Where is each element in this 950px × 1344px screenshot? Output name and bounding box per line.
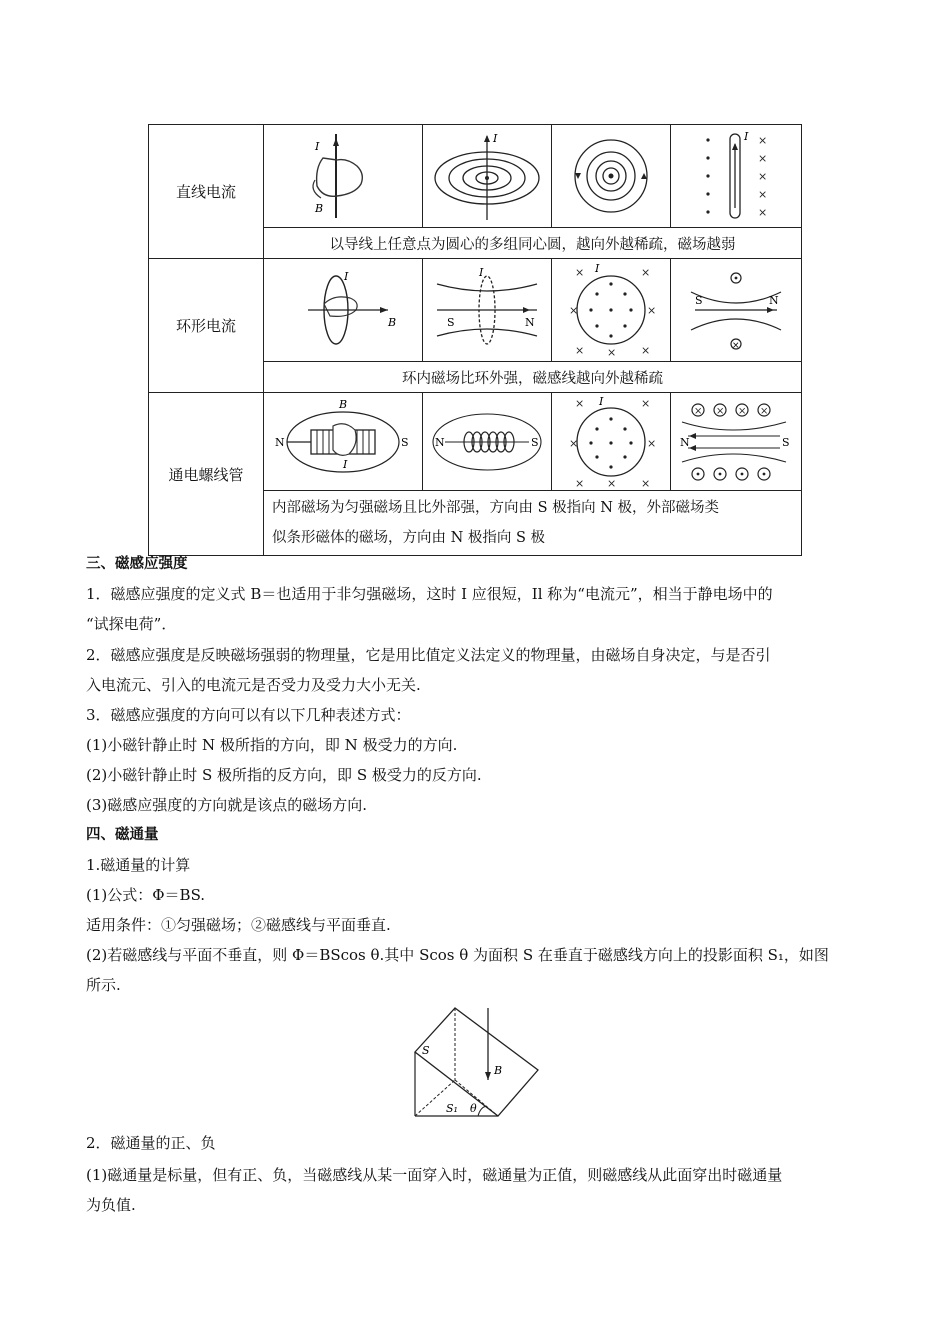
svg-text:S: S (782, 435, 790, 449)
section4-p3-line2: 为负值. (86, 1196, 136, 1214)
svg-text:×: × (607, 476, 617, 489)
svg-text:I: I (344, 270, 349, 283)
magnetic-field-table (148, 124, 802, 556)
svg-text:×: × (738, 405, 747, 417)
section4-sub1: 1.磁通量的计算 (86, 856, 191, 874)
section4-sub2: 2．磁通量的正、负 (86, 1134, 216, 1152)
diagram-label-theta: θ (470, 1102, 477, 1115)
svg-text:×: × (569, 436, 579, 450)
svg-text:×: × (758, 206, 768, 219)
straight-current-ellipse-figure (423, 125, 552, 228)
row-label-loop-current: 环形电流 (149, 259, 264, 393)
section4-condition: 适用条件：①匀强磁场；②磁感线与平面垂直. (86, 916, 391, 934)
svg-text:N: N (680, 435, 690, 449)
svg-text:S: S (695, 294, 703, 307)
svg-text:×: × (758, 134, 768, 147)
section4-p3-line1: (1)磁通量是标量，但有正、负，当磁感线从某一面穿入时，磁通量为正值，则磁感线从此面穿出时磁通量 (86, 1166, 783, 1184)
svg-text:×: × (641, 266, 651, 279)
desc-solenoid: 内部磁场为匀强磁场且比外部强，方向由 S 极指向 N 极，外部磁场类 似条形磁体的磁场，方向由 N 极指向 S 极 (264, 491, 802, 556)
svg-text:×: × (732, 341, 740, 351)
section3-p3-1: (1)小磁针静止时 N 极所指的方向，即 N 极受力的方向. (86, 736, 458, 754)
section4-p2-line2: 所示. (86, 976, 121, 994)
section3-p2-line1: 2．磁感应强度是反映磁场强弱的物理量，它是用比值定义法定义的物理量，由磁场自身决定，与是否引 (86, 646, 771, 664)
straight-current-concentric-figure (552, 125, 671, 228)
desc-loop-current: 环内磁场比环外强，磁感线越向外越稀疏 (264, 362, 802, 393)
straight-current-hand-figure (264, 125, 423, 228)
loop-current-field-lines-figure (423, 259, 552, 362)
svg-text:×: × (641, 344, 651, 357)
label-B: B (315, 202, 324, 215)
svg-text:I: I (595, 262, 600, 275)
svg-text:I: I (744, 130, 749, 143)
section4-p2-line1: (2)若磁感线与平面不垂直，则 Φ＝BScos θ.其中 Scos θ 为面积 S 在垂直于磁感线方向上的投影面积 S₁，如图 (86, 946, 829, 964)
loop-current-cross-section-figure (552, 259, 671, 362)
straight-current-wire-figure (671, 125, 802, 228)
section3-p1-line1: 1．磁感应强度的定义式 B＝也适用于非匀强磁场，这时 I 应很短，Il 称为“电流元”，相当于静电场中的 (86, 585, 773, 603)
section3-p1-line2: “试探电荷”． (86, 615, 177, 633)
svg-text:I: I (599, 394, 604, 408)
solenoid-hand-figure (264, 393, 423, 491)
loop-current-hand-figure (264, 259, 423, 362)
diagram-label-B: B (494, 1064, 503, 1077)
diagram-label-S1: S₁ (446, 1102, 458, 1115)
svg-text:×: × (647, 436, 657, 450)
flux-projection-diagram (410, 1000, 545, 1126)
section4-title: 四、磁通量 (86, 827, 159, 843)
svg-text:I: I (493, 132, 498, 145)
svg-text:S: S (447, 316, 455, 329)
svg-text:×: × (694, 405, 703, 417)
svg-text:×: × (575, 344, 585, 357)
solenoid-side-view-figure (671, 393, 802, 491)
svg-text:B: B (388, 316, 397, 329)
row-label-straight-current: 直线电流 (149, 125, 264, 259)
svg-text:B: B (339, 397, 348, 411)
section3-p2-line2: 入电流元、引入的电流元是否受力及受力大小无关. (86, 676, 421, 694)
svg-text:×: × (758, 170, 768, 183)
section3-p3-3: (3)磁感应强度的方向就是该点的磁场方向. (86, 796, 368, 814)
svg-text:S: S (401, 435, 409, 449)
svg-text:×: × (647, 304, 657, 317)
svg-text:×: × (716, 405, 725, 417)
row-label-solenoid: 通电螺线管 (149, 393, 264, 556)
svg-text:I: I (343, 457, 348, 471)
svg-text:I: I (479, 266, 484, 279)
svg-text:×: × (641, 396, 651, 410)
diagram-label-S: S (422, 1044, 430, 1057)
label-I: I (315, 140, 320, 153)
section3-title: 三、磁感应强度 (86, 556, 188, 572)
svg-text:S: S (531, 435, 539, 449)
section3-p3: 3．磁感应强度的方向可以有以下几种表述方式： (86, 706, 411, 724)
svg-text:N: N (435, 435, 445, 449)
svg-text:×: × (760, 405, 769, 417)
desc-straight-current: 以导线上任意点为圆心的多组同心圆，越向外越稀疏，磁场越弱 (264, 228, 802, 259)
svg-text:×: × (758, 188, 768, 201)
svg-text:×: × (575, 266, 585, 279)
svg-text:×: × (607, 346, 617, 358)
section4-formula: (1)公式：Φ＝BS. (86, 886, 206, 904)
loop-current-side-view-figure (671, 259, 802, 362)
solenoid-coil-figure (423, 393, 552, 491)
svg-text:×: × (758, 152, 768, 165)
svg-text:×: × (569, 304, 579, 317)
svg-text:N: N (525, 316, 535, 329)
svg-text:×: × (575, 476, 585, 489)
svg-text:N: N (769, 294, 779, 307)
solenoid-cross-section-figure (552, 393, 671, 491)
svg-text:N: N (275, 435, 285, 449)
section3-p3-2: (2)小磁针静止时 S 极所指的反方向，即 S 极受力的反方向. (86, 766, 482, 784)
svg-text:×: × (575, 396, 585, 410)
svg-text:×: × (641, 476, 651, 489)
